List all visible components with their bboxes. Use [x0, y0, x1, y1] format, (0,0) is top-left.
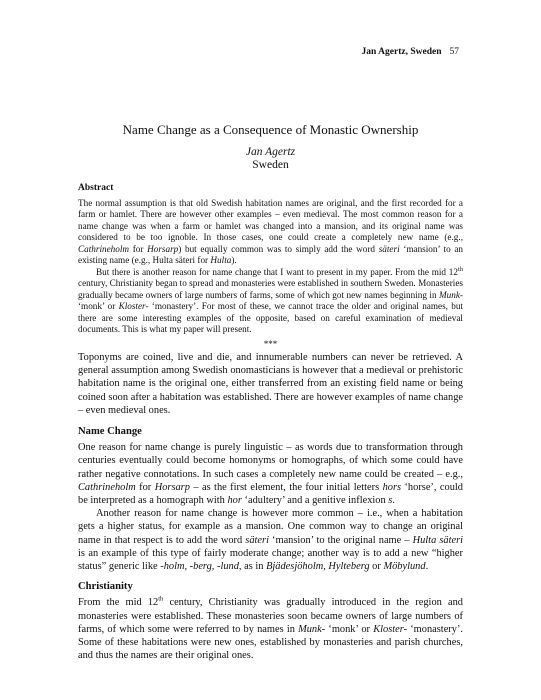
- page-number: 57: [449, 47, 459, 57]
- name-change-paragraph-2: Another reason for name change is however more common – i.e., when a habitation gets a higher status, for example as a mansion. One common way to change an original name in that respect is to add the word säteri ‘mansion’ to the original name – Hulta säteri is an example of this type of fairly moderate change; another way is to add a new “higher status” generic like -holm, -berg, -lund, as in Bjädesjöholm, Hylteberg or Möbylund.: [78, 508, 463, 573]
- intro-paragraph: Toponyms are coined, live and die, and innumerable numbers can never be retrieved. A general assumption among Swedish onomasticians is however that a medieval or prehistoric habitation name is the original one, either transferred from an existing field name or being coined soon after a habitation was established. There are however examples of name change – even medieval ones.: [78, 352, 463, 416]
- author-country: Sweden: [252, 159, 289, 171]
- name-change-paragraph-1: One reason for name change is purely linguistic – as words due to transformation through centuries eventually could become homonyms or homographs, of which some could have rather negative connotations. In such cases a completely new name could be created – e.g., Cathrineholm for Horsarp – as the first element, the four initial letters hors ‘horse’, could be interpreted as a homograph with hor ‘adultery’ and a genitive inflexion s.: [78, 442, 463, 507]
- section-heading-name-change: Name Change: [78, 426, 142, 438]
- abstract-section: [78, 183, 463, 350]
- running-header: [362, 47, 459, 57]
- section-heading-christianity: Christianity: [78, 581, 133, 593]
- abstract-paragraph-2: But there is another reason for name change that I want to present in my paper. From the mid 12th century, Christianity began to spread and monasteries were established in southern Sweden. Monasteries gradually became owners of large numbers of farms, some of which got new names beginning in Munk- ‘monk’ or Kloster- ‘monastery’. For most of these, we cannot trace the older and original names, but there are some interesting examples of the opposite, based on careful examination of medieval documents. This is what my paper will present.: [78, 265, 463, 334]
- paper-title: Name Change as a Consequence of Monastic Ownership: [122, 122, 419, 137]
- author-name: Jan Agertz: [245, 146, 296, 158]
- section-separator: ***: [263, 338, 278, 349]
- header-author-country: Jan Agertz, Sweden: [361, 47, 442, 57]
- main-body: [78, 351, 463, 662]
- christianity-paragraph-1: From the mid 12th century, Christianity was gradually introduced in the region and monasteries were established. These monasteries soon became owners of large numbers of farms, of which some were referred to by names in Munk- ‘monk’ or Kloster- ‘monastery’. Some of these habitations were new ones, established by monasteries and parish churches, and thus the names are their original ones.: [78, 595, 464, 662]
- abstract-paragraph-1: The normal assumption is that old Swedish habitation names are original, and the first recorded for a farm or hamlet. There are however other examples – even medieval. The most common reason for a name change was when a farm or hamlet was changed into a mansion, and its original name was considered to be too ignoble. In those cases, one could create a completely new name (e.g., Cathrineholm for Horsarp) but equally common was to simply add the word säteri ‘mansion’ to an existing name (e.g., Hulta säteri for Hulta).: [78, 197, 463, 265]
- abstract-heading: Abstract: [78, 183, 114, 193]
